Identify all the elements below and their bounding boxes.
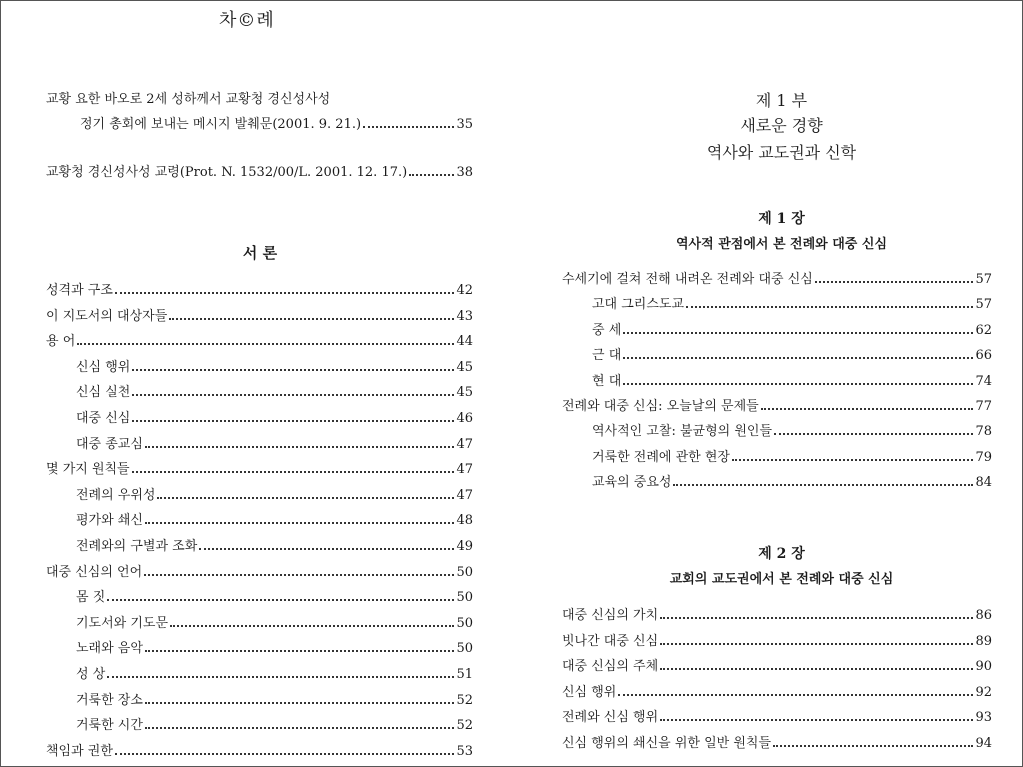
- entry-page: 50: [456, 641, 473, 657]
- entry-page: 38: [456, 165, 473, 180]
- toc-entry: [46, 307, 473, 327]
- toc-entry: [592, 473, 992, 493]
- leader-dots: [815, 270, 974, 283]
- toc-entry: [592, 372, 992, 392]
- leader-dots: [132, 409, 454, 422]
- front-entry-message: [80, 115, 473, 135]
- toc-entry: [46, 460, 473, 480]
- entry-page: 43: [456, 308, 473, 324]
- entry-page: 57: [975, 272, 992, 287]
- toc-entry: [76, 435, 473, 455]
- entry-page: 74: [975, 373, 992, 389]
- toc-entry: [562, 657, 992, 677]
- left-column: [0, 0, 490, 767]
- entry-label: 교육의 중요성: [592, 475, 672, 491]
- entry-label: 신심 실천: [76, 385, 131, 401]
- toc-entry: [592, 448, 992, 468]
- section-title: 서 론: [242, 244, 278, 262]
- entry-label: 수세기에 걸쳐 전해 내려온 전례와 대중 신심: [562, 272, 813, 287]
- entry-label: 역사적인 고찰: 불균형의 원인들: [592, 424, 773, 440]
- leader-dots: [115, 281, 455, 294]
- leader-dots: [145, 691, 455, 704]
- entry-page: 89: [975, 633, 992, 649]
- leader-dots: [132, 358, 454, 371]
- entry-page: 53: [456, 743, 473, 759]
- toc-entry: [76, 383, 473, 403]
- toc-entry: [46, 742, 473, 762]
- entry-page: 57: [975, 297, 992, 313]
- entry-label: 전례의 우위성: [76, 487, 156, 503]
- entry-label: 대중 신심의 가치: [562, 608, 659, 623]
- entry-page: 66: [975, 348, 992, 364]
- entry-label: 성 상: [76, 667, 106, 682]
- entry-page: 47: [456, 487, 473, 503]
- leader-dots: [660, 632, 973, 645]
- entry-label: 거룩한 전례에 관한 현장: [592, 449, 730, 465]
- entry-label: 몸 짓: [76, 590, 106, 606]
- leader-dots: [157, 486, 454, 499]
- entry-page: 47: [456, 462, 473, 478]
- entry-page: 52: [456, 718, 473, 734]
- entry-page: 92: [975, 684, 992, 700]
- entry-label: 용 어: [46, 334, 76, 350]
- entry-page: 51: [456, 667, 473, 682]
- entry-page: 84: [975, 475, 992, 491]
- toc-entry: [592, 346, 992, 366]
- entry-label: 거룩한 시간: [76, 718, 143, 734]
- front-entry-decree: [46, 163, 473, 183]
- leader-dots: [77, 332, 454, 345]
- toc-entry: [76, 588, 473, 608]
- entry-page: 62: [975, 322, 992, 338]
- leader-dots: [618, 683, 973, 696]
- entry-label: 현 대: [592, 373, 622, 389]
- toc-entry: [46, 563, 473, 583]
- leader-dots: [145, 511, 455, 524]
- leader-dots: [363, 115, 454, 128]
- leader-dots: [623, 321, 973, 334]
- front-line-1: 교황 요한 바오로 2세 성하께서 교황청 경신성사성: [46, 92, 331, 107]
- toc-entry: [562, 606, 992, 626]
- leader-dots: [773, 734, 973, 747]
- leader-dots: [144, 563, 454, 576]
- toc-entry: [562, 397, 992, 417]
- part-title: 새로운 경향: [740, 116, 823, 135]
- leader-dots: [660, 708, 973, 721]
- chapter1-number: 제 1 장: [758, 211, 805, 227]
- toc-entry: [76, 614, 473, 634]
- entry-label: 신심 행위: [76, 359, 131, 375]
- entry-label: 근 대: [592, 348, 622, 364]
- entry-page: 90: [975, 659, 992, 675]
- entry-page: 86: [975, 608, 992, 623]
- leader-dots: [732, 448, 973, 461]
- toc-title: 차©례: [219, 10, 275, 31]
- part-subtitle: 역사와 교도권과 신학: [706, 143, 857, 162]
- toc-entry: [76, 537, 473, 557]
- leader-dots: [132, 460, 455, 473]
- right-column: [540, 0, 1023, 767]
- toc-entry: [592, 321, 992, 341]
- entry-label: 책임과 권한: [46, 743, 113, 759]
- toc-entry: [76, 665, 473, 685]
- toc-entry: [76, 511, 473, 531]
- toc-entry: [46, 281, 473, 301]
- leader-dots: [145, 639, 455, 652]
- entry-label: 신심 행위: [562, 684, 617, 700]
- entry-page: 35: [456, 117, 473, 132]
- entry-label: 전례와 신심 행위: [562, 710, 659, 726]
- entry-page: 49: [456, 539, 473, 554]
- leader-dots: [660, 606, 973, 619]
- leader-dots: [107, 588, 454, 601]
- entry-page: 50: [456, 590, 473, 606]
- part-number: 제 1 부: [755, 91, 808, 110]
- leader-dots: [774, 422, 973, 435]
- leader-dots: [107, 665, 454, 678]
- entry-label: 기도서와 기도문: [76, 615, 169, 631]
- entry-label: 빗나간 대중 신심: [562, 633, 659, 649]
- toc-entry: [76, 358, 473, 378]
- toc-entry: [592, 422, 992, 442]
- entry-page: 46: [456, 411, 473, 426]
- leader-dots: [623, 346, 973, 359]
- entry-page: 45: [456, 385, 473, 401]
- leader-dots: [686, 295, 973, 308]
- entry-label: 이 지도서의 대상자들: [46, 308, 168, 324]
- leader-dots: [660, 657, 973, 670]
- entry-page: 45: [456, 359, 473, 375]
- leader-dots: [170, 614, 454, 627]
- entry-page: 77: [975, 399, 992, 414]
- entry-page: 42: [456, 283, 473, 298]
- entry-label: 대중 종교심: [76, 436, 143, 452]
- entry-page: 79: [975, 449, 992, 465]
- entry-label: 몇 가지 원칙들: [46, 462, 130, 478]
- entry-page: 44: [456, 334, 473, 350]
- leader-dots: [169, 307, 454, 320]
- entry-label: 평가와 쇄신: [76, 513, 143, 529]
- leader-dots: [409, 163, 454, 176]
- toc-entry: [562, 734, 992, 754]
- toc-entry: [76, 409, 473, 429]
- leader-dots: [623, 372, 973, 385]
- toc-entry: [46, 332, 473, 352]
- entry-label: 정기 총회에 보내는 메시지 발췌문(2001. 9. 21.): [80, 117, 362, 132]
- entry-page: 94: [975, 736, 992, 751]
- entry-label: 노래와 음악: [76, 641, 143, 657]
- toc-entry: [76, 691, 473, 711]
- entry-label: 교황청 경신성사성 교령(Prot. N. 1532/00/L. 2001. 12. 17.): [46, 165, 408, 180]
- entry-label: 신심 행위의 쇄신을 위한 일반 원칙들: [562, 736, 772, 751]
- entry-label: 거룩한 장소: [76, 692, 143, 708]
- entry-page: 48: [456, 513, 473, 529]
- toc-entry: [76, 716, 473, 736]
- entry-label: 전례와 대중 신심: 오늘날의 문제들: [562, 399, 759, 414]
- leader-dots: [115, 742, 455, 755]
- entry-page: 47: [456, 436, 473, 452]
- chapter1-title: 역사적 관점에서 본 전례와 대중 신심: [676, 237, 887, 252]
- entry-label: 중 세: [592, 322, 622, 338]
- entry-label: 전례와의 구별과 조화: [76, 539, 198, 554]
- leader-dots: [145, 435, 455, 448]
- entry-page: 50: [456, 564, 473, 580]
- entry-page: 52: [456, 692, 473, 708]
- entry-label: 대중 신심: [76, 411, 131, 426]
- entry-page: 78: [975, 424, 992, 440]
- chapter2-title: 교회의 교도권에서 본 전례와 대중 신심: [669, 572, 894, 587]
- leader-dots: [145, 716, 455, 729]
- leader-dots: [132, 383, 454, 396]
- chapter2-number: 제 2 장: [758, 546, 805, 562]
- entry-label: 대중 신심의 주체: [562, 659, 659, 675]
- toc-entry: [562, 683, 992, 703]
- toc-entry: [76, 639, 473, 659]
- entry-page: 93: [975, 710, 992, 726]
- leader-dots: [761, 397, 974, 410]
- entry-page: 50: [456, 615, 473, 631]
- toc-entry: [562, 708, 992, 728]
- entry-label: 고대 그리스도교: [592, 297, 685, 313]
- toc-entry: [76, 486, 473, 506]
- toc-entry: [562, 632, 992, 652]
- entry-label: 대중 신심의 언어: [46, 564, 143, 580]
- toc-entry: [592, 295, 992, 315]
- leader-dots: [673, 473, 973, 486]
- leader-dots: [199, 537, 454, 550]
- toc-entry: [562, 270, 992, 290]
- entry-label: 성격과 구조: [46, 283, 113, 298]
